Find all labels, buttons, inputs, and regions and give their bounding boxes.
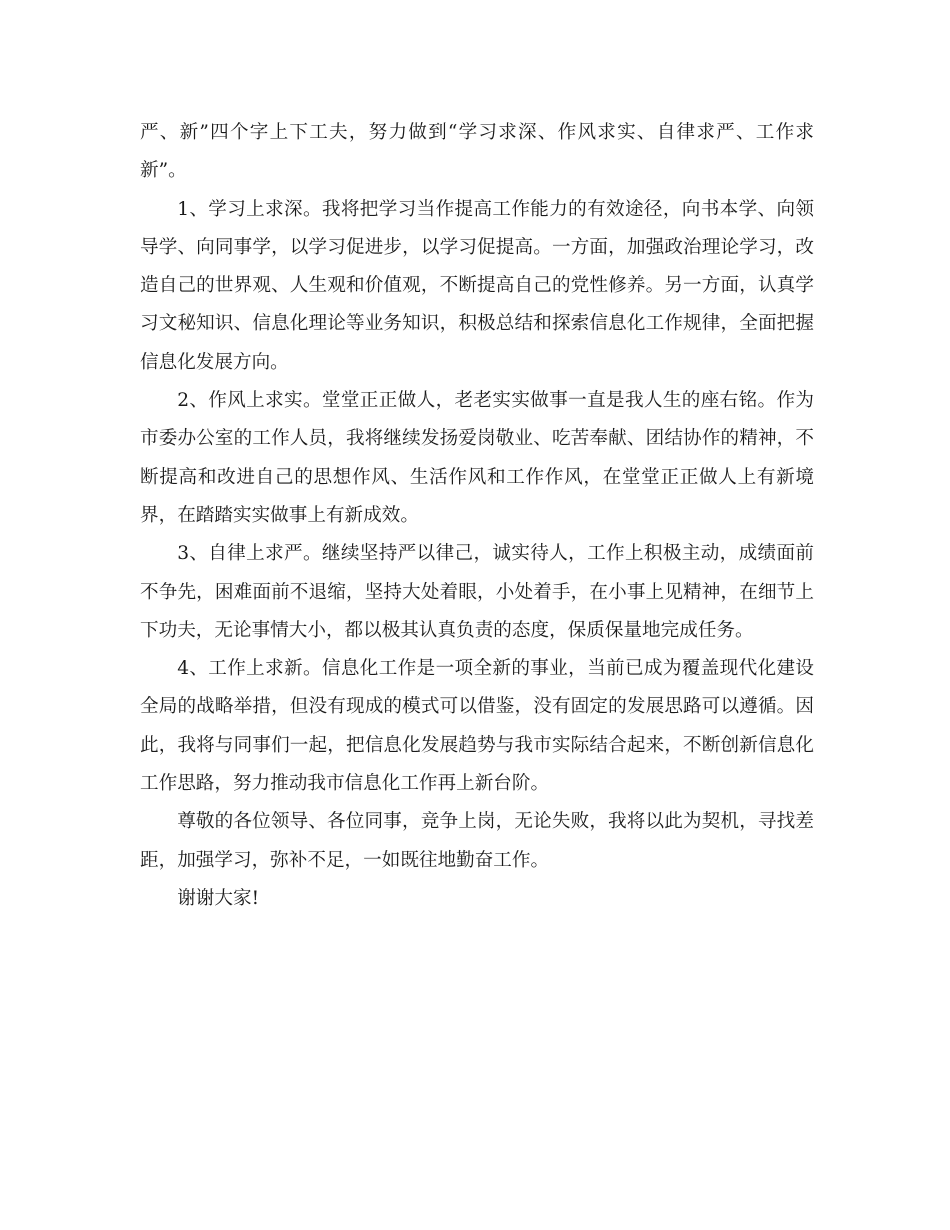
paragraph-thanks: 谢谢大家! xyxy=(177,887,260,909)
paragraph-work: 4、工作上求新。信息化工作是一项全新的事业，当前已成为覆盖现代化建设全局的战略举措，但没有现成的模式可以借鉴，没有固定的发展思路可以遵循。因此，我将与同事们一起，把信息化发展趋势与我市实际结合起来，不断创新信息化工作思路，努力推动我市信息化工作再上新台阶。 xyxy=(140,658,814,795)
document-body xyxy=(140,114,814,918)
paragraph-study: 1、学习上求深。我将把学习当作提高工作能力的有效途径，向书本学、向领导学、向同事学，以学习促进步，以学习促提高。一方面，加强政治理论学习，改造自己的世界观、人生观和价值观，不断提高自己的党性修养。另一方面，认真学习文秘知识、信息化理论等业务知识，积极总结和探索信息化工作规律，全面把握信息化发展方向。 xyxy=(140,198,814,373)
paragraph-continuation: 严、新”四个字上下工夫，努力做到“学习求深、作风求实、自律求严、工作求新”。 xyxy=(140,122,814,182)
paragraph-discipline: 3、自律上求严。继续坚持严以律己，诚实待人，工作上积极主动，成绩面前不争先，困难面前不退缩，坚持大处着眼，小处着手，在小事上见精神，在细节上下功夫，无论事情大小，都以极其认真负责的态度，保质保量地完成任务。 xyxy=(140,543,814,641)
paragraph-style: 2、作风上求实。堂堂正正做人，老老实实做事一直是我人生的座右铭。作为市委办公室的工作人员，我将继续发扬爱岗敬业、吃苦奉献、团结协作的精神，不断提高和改进自己的思想作风、生活作风和工作作风，在堂堂正正做人上有新境界，在踏踏实实做事上有新成效。 xyxy=(140,390,814,526)
paragraph-closing: 尊敬的各位领导、各位同事，竞争上岗，无论失败，我将以此为契机，寻找差距，加强学习，弥补不足，一如既往地勤奋工作。 xyxy=(140,811,814,871)
